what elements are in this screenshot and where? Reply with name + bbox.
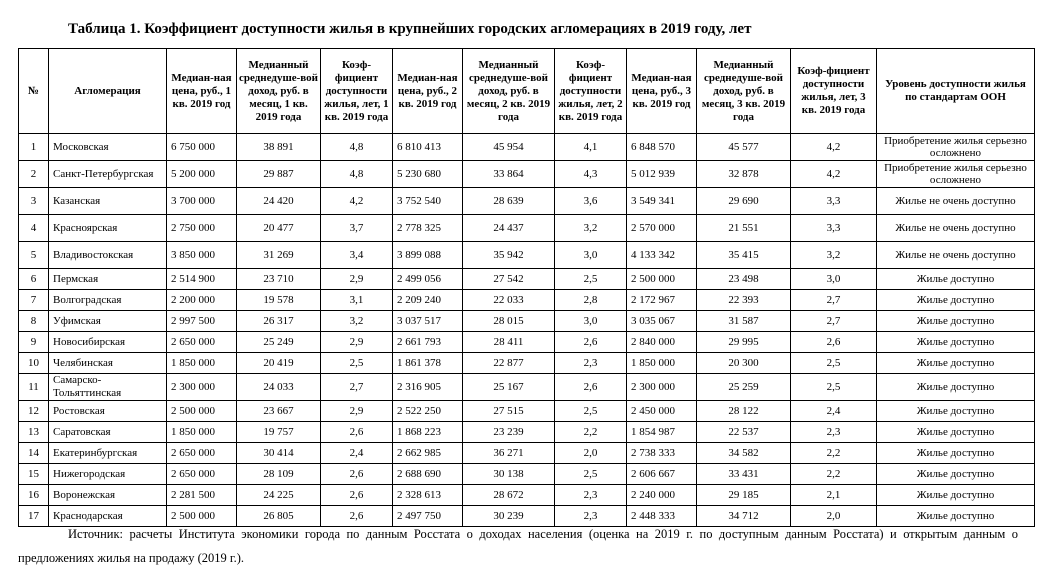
row-number: 9 xyxy=(19,332,49,353)
column-header: Медиан-ная цена, руб., 2 кв. 2019 год xyxy=(393,49,463,134)
median-income-q3: 25 259 xyxy=(697,374,791,401)
affordability-q3: 2,2 xyxy=(791,443,877,464)
median-income-q3: 35 415 xyxy=(697,242,791,269)
median-price-q3: 2 300 000 xyxy=(627,374,697,401)
un-affordability-level: Жилье доступно xyxy=(877,506,1035,527)
median-income-q1: 38 891 xyxy=(237,134,321,161)
affordability-q1: 2,6 xyxy=(321,485,393,506)
affordability-q1: 2,5 xyxy=(321,353,393,374)
median-price-q1: 2 300 000 xyxy=(167,374,237,401)
median-income-q3: 21 551 xyxy=(697,215,791,242)
median-income-q3: 28 122 xyxy=(697,401,791,422)
row-number: 1 xyxy=(19,134,49,161)
table-header xyxy=(19,49,1035,134)
affordability-q2: 2,8 xyxy=(555,290,627,311)
median-price-q1: 2 281 500 xyxy=(167,485,237,506)
row-number: 6 xyxy=(19,269,49,290)
median-price-q1: 2 650 000 xyxy=(167,332,237,353)
affordability-q3: 2,5 xyxy=(791,374,877,401)
row-number: 14 xyxy=(19,443,49,464)
median-income-q3: 29 185 xyxy=(697,485,791,506)
median-income-q2: 24 437 xyxy=(463,215,555,242)
row-number: 16 xyxy=(19,485,49,506)
header-row xyxy=(19,49,1035,134)
column-header: Коэф-фициент доступности жилья, лет, 2 кв. 2019 года xyxy=(555,49,627,134)
median-income-q2: 25 167 xyxy=(463,374,555,401)
median-income-q1: 30 414 xyxy=(237,443,321,464)
affordability-q2: 2,3 xyxy=(555,353,627,374)
median-income-q3: 20 300 xyxy=(697,353,791,374)
median-price-q3: 2 500 000 xyxy=(627,269,697,290)
table-row xyxy=(19,374,1035,401)
median-price-q3: 6 848 570 xyxy=(627,134,697,161)
median-price-q2: 2 316 905 xyxy=(393,374,463,401)
table-title: Таблица 1. Коэффициент доступности жилья в крупнейших городских агломерациях в 2019 году, лет xyxy=(68,21,752,37)
affordability-q2: 3,6 xyxy=(555,188,627,215)
affordability-q3: 2,4 xyxy=(791,401,877,422)
column-header: Медиан-ная цена, руб., 1 кв. 2019 год xyxy=(167,49,237,134)
row-number: 3 xyxy=(19,188,49,215)
median-income-q2: 23 239 xyxy=(463,422,555,443)
affordability-q2: 4,1 xyxy=(555,134,627,161)
agglomeration-name: Волгоградская xyxy=(49,290,167,311)
un-affordability-level: Жилье доступно xyxy=(877,290,1035,311)
median-income-q2: 22 877 xyxy=(463,353,555,374)
median-price-q1: 2 500 000 xyxy=(167,506,237,527)
affordability-q1: 2,6 xyxy=(321,422,393,443)
un-affordability-level: Жилье не очень доступно xyxy=(877,215,1035,242)
median-income-q2: 35 942 xyxy=(463,242,555,269)
affordability-q1: 2,6 xyxy=(321,506,393,527)
table-row xyxy=(19,401,1035,422)
un-affordability-level: Жилье не очень доступно xyxy=(877,242,1035,269)
un-affordability-level: Жилье доступно xyxy=(877,311,1035,332)
median-price-q1: 2 997 500 xyxy=(167,311,237,332)
median-income-q1: 19 578 xyxy=(237,290,321,311)
median-price-q2: 1 861 378 xyxy=(393,353,463,374)
table-row xyxy=(19,485,1035,506)
agglomeration-name: Новосибирская xyxy=(49,332,167,353)
median-price-q2: 3 899 088 xyxy=(393,242,463,269)
median-price-q2: 6 810 413 xyxy=(393,134,463,161)
affordability-q3: 2,5 xyxy=(791,353,877,374)
agglomeration-name: Пермская xyxy=(49,269,167,290)
column-header: Медиан-ная цена, руб., 3 кв. 2019 год xyxy=(627,49,697,134)
median-price-q1: 2 200 000 xyxy=(167,290,237,311)
median-income-q1: 19 757 xyxy=(237,422,321,443)
table-row xyxy=(19,188,1035,215)
median-income-q1: 28 109 xyxy=(237,464,321,485)
row-number: 5 xyxy=(19,242,49,269)
median-income-q1: 31 269 xyxy=(237,242,321,269)
median-income-q1: 24 225 xyxy=(237,485,321,506)
agglomeration-name: Воронежская xyxy=(49,485,167,506)
median-price-q3: 2 448 333 xyxy=(627,506,697,527)
agglomeration-name: Нижегородская xyxy=(49,464,167,485)
median-income-q3: 31 587 xyxy=(697,311,791,332)
median-price-q2: 5 230 680 xyxy=(393,161,463,188)
median-income-q1: 23 710 xyxy=(237,269,321,290)
agglomeration-name: Ростовская xyxy=(49,401,167,422)
un-affordability-level: Жилье доступно xyxy=(877,332,1035,353)
column-header: Уровень доступности жилья по стандартам ООН xyxy=(877,49,1035,134)
agglomeration-name: Челябинская xyxy=(49,353,167,374)
row-number: 12 xyxy=(19,401,49,422)
row-number: 10 xyxy=(19,353,49,374)
agglomeration-name: Московская xyxy=(49,134,167,161)
column-header: Медианный среднедуше-вой доход, руб. в месяц, 2 кв. 2019 года xyxy=(463,49,555,134)
median-price-q2: 2 778 325 xyxy=(393,215,463,242)
median-income-q2: 28 411 xyxy=(463,332,555,353)
affordability-q2: 2,2 xyxy=(555,422,627,443)
median-income-q1: 20 419 xyxy=(237,353,321,374)
median-price-q3: 1 850 000 xyxy=(627,353,697,374)
source-note: Источник: расчеты Института экономики города по данным Росстата о доходах населения (оценка на 2019 г. по доступным данным Росстата) и открытым данным о предложениях жилья на продажу (2019 г.). xyxy=(18,527,1018,565)
un-affordability-level: Приобретение жилья серьезно осложнено xyxy=(877,161,1035,188)
median-price-q3: 4 133 342 xyxy=(627,242,697,269)
affordability-q1: 2,4 xyxy=(321,443,393,464)
median-income-q3: 29 995 xyxy=(697,332,791,353)
median-income-q3: 45 577 xyxy=(697,134,791,161)
median-price-q1: 2 514 900 xyxy=(167,269,237,290)
median-price-q3: 1 854 987 xyxy=(627,422,697,443)
median-price-q1: 2 650 000 xyxy=(167,464,237,485)
median-income-q2: 30 138 xyxy=(463,464,555,485)
affordability-q2: 2,0 xyxy=(555,443,627,464)
affordability-q1: 2,7 xyxy=(321,374,393,401)
median-income-q2: 27 542 xyxy=(463,269,555,290)
un-affordability-level: Жилье доступно xyxy=(877,443,1035,464)
median-price-q3: 3 549 341 xyxy=(627,188,697,215)
median-income-q3: 34 582 xyxy=(697,443,791,464)
row-number: 7 xyxy=(19,290,49,311)
affordability-q3: 2,6 xyxy=(791,332,877,353)
table-row xyxy=(19,215,1035,242)
median-price-q2: 2 661 793 xyxy=(393,332,463,353)
un-affordability-level: Жилье доступно xyxy=(877,464,1035,485)
affordability-q1: 3,1 xyxy=(321,290,393,311)
median-price-q1: 5 200 000 xyxy=(167,161,237,188)
affordability-q2: 2,6 xyxy=(555,332,627,353)
affordability-q3: 2,7 xyxy=(791,311,877,332)
agglomeration-name: Краснодарская xyxy=(49,506,167,527)
column-header: Коэф-фициент доступности жилья, лет, 1 кв. 2019 года xyxy=(321,49,393,134)
median-price-q1: 2 750 000 xyxy=(167,215,237,242)
agglomeration-name: Саратовская xyxy=(49,422,167,443)
agglomeration-name: Уфимская xyxy=(49,311,167,332)
median-price-q2: 3 037 517 xyxy=(393,311,463,332)
median-price-q2: 2 497 750 xyxy=(393,506,463,527)
median-income-q2: 45 954 xyxy=(463,134,555,161)
affordability-q1: 3,2 xyxy=(321,311,393,332)
median-price-q1: 2 650 000 xyxy=(167,443,237,464)
affordability-q2: 3,0 xyxy=(555,311,627,332)
affordability-q1: 2,9 xyxy=(321,401,393,422)
un-affordability-level: Жилье доступно xyxy=(877,374,1035,401)
table-row xyxy=(19,422,1035,443)
median-income-q3: 33 431 xyxy=(697,464,791,485)
median-income-q3: 22 393 xyxy=(697,290,791,311)
affordability-q3: 2,1 xyxy=(791,485,877,506)
column-header: Коэф-фициент доступности жилья, лет, 3 кв. 2019 года xyxy=(791,49,877,134)
agglomeration-name: Санкт-Петербургская xyxy=(49,161,167,188)
affordability-q3: 4,2 xyxy=(791,134,877,161)
affordability-q1: 4,8 xyxy=(321,134,393,161)
table-row xyxy=(19,134,1035,161)
row-number: 11 xyxy=(19,374,49,401)
table-row xyxy=(19,443,1035,464)
affordability-q1: 3,7 xyxy=(321,215,393,242)
median-price-q2: 1 868 223 xyxy=(393,422,463,443)
affordability-q2: 2,3 xyxy=(555,506,627,527)
affordability-q3: 3,3 xyxy=(791,215,877,242)
median-price-q3: 3 035 067 xyxy=(627,311,697,332)
un-affordability-level: Жилье доступно xyxy=(877,269,1035,290)
median-income-q1: 26 805 xyxy=(237,506,321,527)
row-number: 4 xyxy=(19,215,49,242)
median-price-q2: 3 752 540 xyxy=(393,188,463,215)
agglomeration-name: Самарско-Тольяттинская xyxy=(49,374,167,401)
median-income-q2: 22 033 xyxy=(463,290,555,311)
median-price-q2: 2 328 613 xyxy=(393,485,463,506)
median-income-q1: 25 249 xyxy=(237,332,321,353)
median-price-q3: 2 172 967 xyxy=(627,290,697,311)
un-affordability-level: Приобретение жилья серьезно осложнено xyxy=(877,134,1035,161)
median-price-q1: 2 500 000 xyxy=(167,401,237,422)
affordability-q2: 3,2 xyxy=(555,215,627,242)
column-header: Медианный среднедуше-вой доход, руб. в месяц, 1 кв. 2019 года xyxy=(237,49,321,134)
affordability-q1: 4,8 xyxy=(321,161,393,188)
median-income-q2: 36 271 xyxy=(463,443,555,464)
table-row xyxy=(19,242,1035,269)
affordability-q2: 2,3 xyxy=(555,485,627,506)
affordability-q1: 4,2 xyxy=(321,188,393,215)
affordability-q1: 2,9 xyxy=(321,332,393,353)
un-affordability-level: Жилье доступно xyxy=(877,353,1035,374)
median-price-q1: 3 700 000 xyxy=(167,188,237,215)
median-price-q3: 5 012 939 xyxy=(627,161,697,188)
row-number: 13 xyxy=(19,422,49,443)
agglomeration-name: Казанская xyxy=(49,188,167,215)
column-header: № xyxy=(19,49,49,134)
affordability-q2: 2,5 xyxy=(555,269,627,290)
median-price-q2: 2 522 250 xyxy=(393,401,463,422)
affordability-q2: 2,5 xyxy=(555,401,627,422)
median-income-q1: 23 667 xyxy=(237,401,321,422)
median-income-q2: 28 639 xyxy=(463,188,555,215)
agglomeration-name: Красноярская xyxy=(49,215,167,242)
median-price-q2: 2 499 056 xyxy=(393,269,463,290)
agglomeration-name: Екатеринбургская xyxy=(49,443,167,464)
affordability-q3: 2,7 xyxy=(791,290,877,311)
median-price-q3: 2 840 000 xyxy=(627,332,697,353)
median-price-q1: 6 750 000 xyxy=(167,134,237,161)
median-price-q1: 3 850 000 xyxy=(167,242,237,269)
affordability-q1: 2,6 xyxy=(321,464,393,485)
un-affordability-level: Жилье доступно xyxy=(877,422,1035,443)
row-number: 15 xyxy=(19,464,49,485)
median-price-q1: 1 850 000 xyxy=(167,353,237,374)
row-number: 8 xyxy=(19,311,49,332)
median-income-q2: 33 864 xyxy=(463,161,555,188)
median-price-q3: 2 240 000 xyxy=(627,485,697,506)
table-row xyxy=(19,332,1035,353)
agglomeration-name: Владивостокская xyxy=(49,242,167,269)
median-income-q3: 22 537 xyxy=(697,422,791,443)
median-price-q3: 2 738 333 xyxy=(627,443,697,464)
table-row xyxy=(19,353,1035,374)
affordability-q3: 3,3 xyxy=(791,188,877,215)
affordability-q2: 4,3 xyxy=(555,161,627,188)
table-body xyxy=(19,134,1035,527)
un-affordability-level: Жилье доступно xyxy=(877,485,1035,506)
table-row xyxy=(19,311,1035,332)
median-price-q3: 2 570 000 xyxy=(627,215,697,242)
median-price-q3: 2 606 667 xyxy=(627,464,697,485)
median-price-q2: 2 209 240 xyxy=(393,290,463,311)
median-income-q1: 20 477 xyxy=(237,215,321,242)
un-affordability-level: Жилье доступно xyxy=(877,401,1035,422)
median-income-q3: 34 712 xyxy=(697,506,791,527)
median-price-q2: 2 688 690 xyxy=(393,464,463,485)
affordability-q3: 2,3 xyxy=(791,422,877,443)
median-price-q2: 2 662 985 xyxy=(393,443,463,464)
affordability-table xyxy=(18,48,1035,527)
un-affordability-level: Жилье не очень доступно xyxy=(877,188,1035,215)
median-income-q3: 29 690 xyxy=(697,188,791,215)
median-income-q2: 30 239 xyxy=(463,506,555,527)
median-income-q1: 24 420 xyxy=(237,188,321,215)
affordability-q1: 3,4 xyxy=(321,242,393,269)
median-income-q1: 24 033 xyxy=(237,374,321,401)
median-income-q1: 26 317 xyxy=(237,311,321,332)
affordability-q1: 2,9 xyxy=(321,269,393,290)
affordability-q3: 4,2 xyxy=(791,161,877,188)
affordability-q3: 3,2 xyxy=(791,242,877,269)
affordability-q2: 2,5 xyxy=(555,464,627,485)
median-income-q3: 23 498 xyxy=(697,269,791,290)
affordability-q2: 3,0 xyxy=(555,242,627,269)
row-number: 2 xyxy=(19,161,49,188)
median-price-q1: 1 850 000 xyxy=(167,422,237,443)
median-income-q2: 28 672 xyxy=(463,485,555,506)
table-row xyxy=(19,161,1035,188)
median-price-q3: 2 450 000 xyxy=(627,401,697,422)
column-header: Агломерация xyxy=(49,49,167,134)
median-income-q2: 27 515 xyxy=(463,401,555,422)
affordability-q3: 2,2 xyxy=(791,464,877,485)
median-income-q3: 32 878 xyxy=(697,161,791,188)
affordability-q3: 3,0 xyxy=(791,269,877,290)
median-income-q1: 29 887 xyxy=(237,161,321,188)
affordability-q3: 2,0 xyxy=(791,506,877,527)
median-income-q2: 28 015 xyxy=(463,311,555,332)
table-row xyxy=(19,290,1035,311)
row-number: 17 xyxy=(19,506,49,527)
affordability-q2: 2,6 xyxy=(555,374,627,401)
column-header: Медианный среднедуше-вой доход, руб. в месяц, 3 кв. 2019 года xyxy=(697,49,791,134)
table-row xyxy=(19,269,1035,290)
table-row xyxy=(19,464,1035,485)
